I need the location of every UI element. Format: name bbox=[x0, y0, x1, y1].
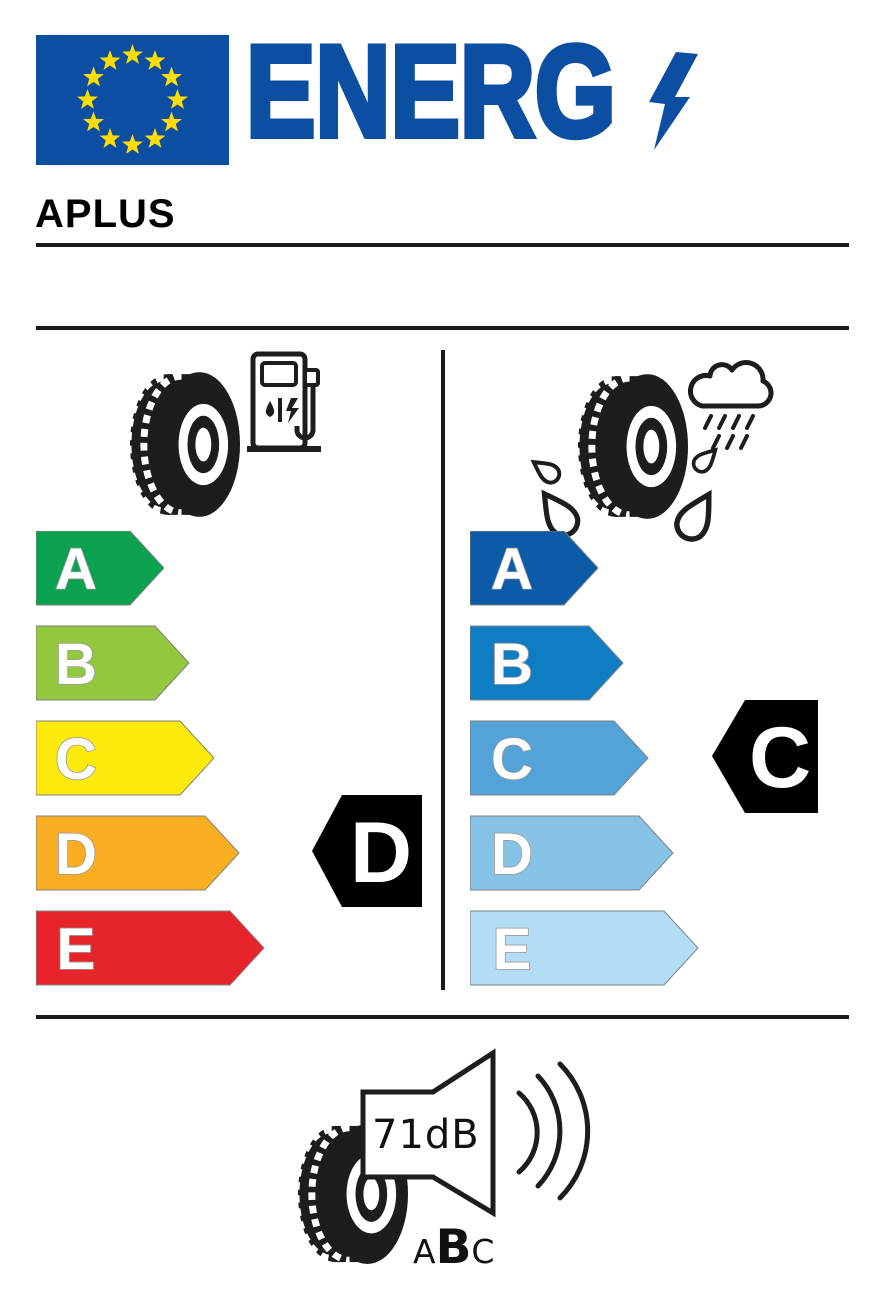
header-divider-line bbox=[36, 243, 849, 247]
lightning-bolt-icon bbox=[646, 52, 702, 152]
fuel-grade-letter: E bbox=[56, 917, 96, 982]
noise-class-c: C bbox=[471, 1232, 495, 1271]
fuel-rating-letter: D bbox=[349, 805, 413, 901]
fuel-grade-scale bbox=[36, 531, 266, 987]
wet-grade-letter: A bbox=[491, 537, 533, 602]
eu-flag-icon bbox=[36, 35, 229, 165]
brand-name: APLUS bbox=[35, 192, 176, 236]
wet-grade-letter: B bbox=[491, 632, 533, 697]
fuel-rating-indicator bbox=[311, 794, 423, 908]
column-divider-line bbox=[441, 350, 445, 990]
noise-class-b-selected: B bbox=[435, 1220, 472, 1275]
wet-grade-letter: E bbox=[492, 917, 532, 982]
fuel-grade-letter: B bbox=[55, 632, 97, 697]
energ-logo-text: ENERG bbox=[246, 18, 616, 164]
noise-decibel-value: 71dB bbox=[372, 1112, 480, 1158]
tire-icon bbox=[128, 371, 241, 518]
sound-waves-icon bbox=[519, 1064, 588, 1198]
noise-section-line bbox=[36, 1015, 849, 1019]
fuel-pump-icon bbox=[247, 350, 323, 453]
wet-grip-rating-letter: C bbox=[748, 710, 812, 806]
fuel-grade-letter: C bbox=[55, 727, 97, 792]
fuel-grade-letter: D bbox=[55, 822, 97, 887]
section-top-line bbox=[36, 326, 849, 330]
wet-grade-letter: D bbox=[491, 822, 533, 887]
wet-grade-letter: C bbox=[491, 727, 533, 792]
wet-grade-arrow-a bbox=[470, 531, 598, 605]
wet-grip-rating-indicator bbox=[711, 699, 819, 814]
fuel-grade-letter: A bbox=[55, 537, 97, 602]
wet-grip-grade-scale bbox=[470, 531, 700, 987]
noise-class-scale bbox=[413, 1220, 495, 1275]
noise-class-a: A bbox=[413, 1232, 436, 1271]
